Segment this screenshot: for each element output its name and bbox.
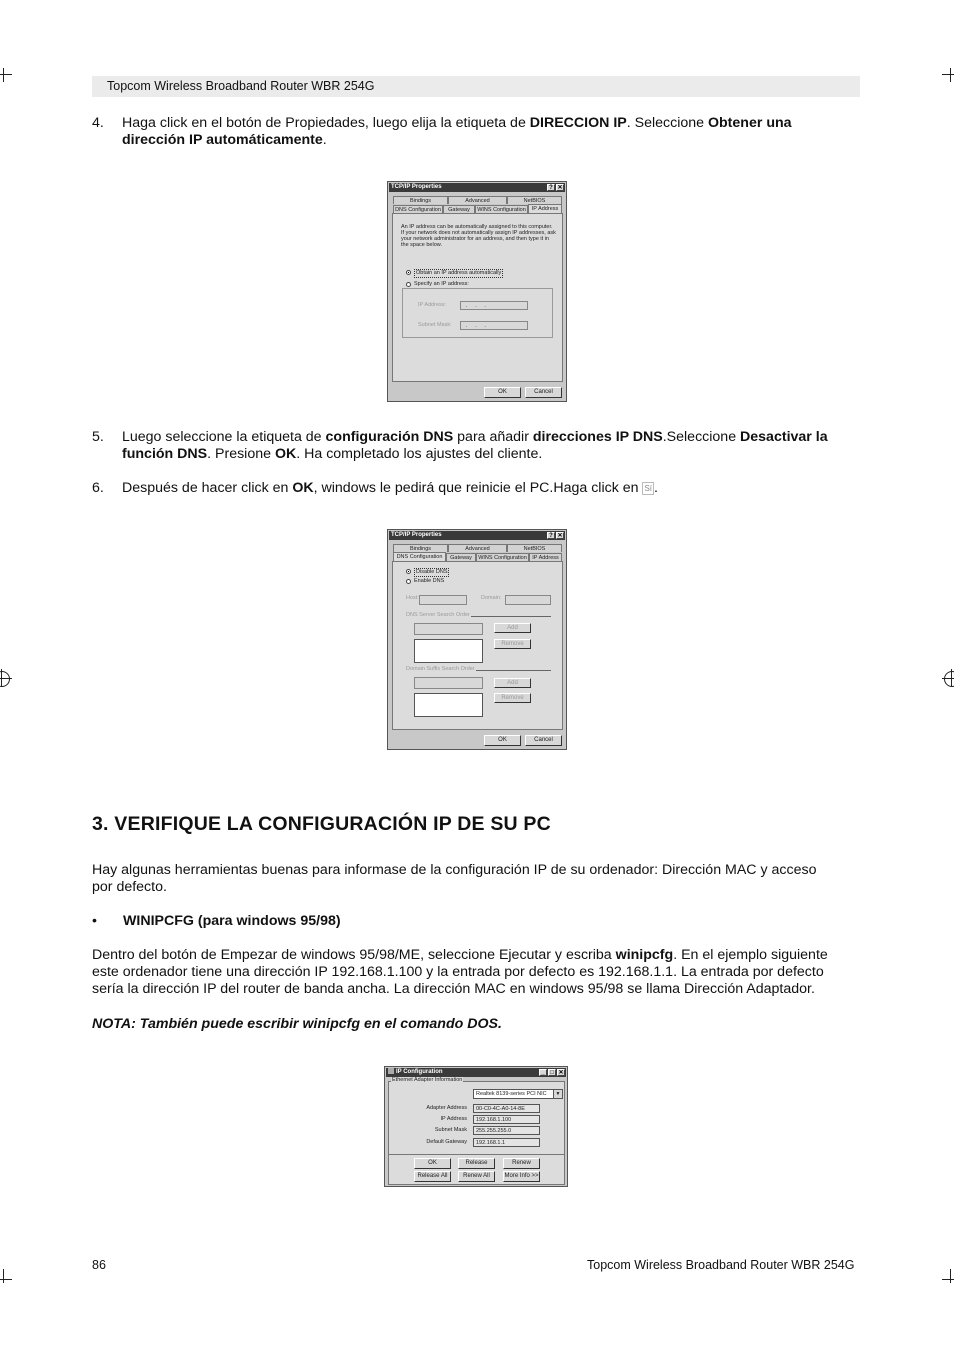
domain-label: Domain: <box>481 595 502 601</box>
add-domain-button[interactable]: Add <box>494 678 531 688</box>
step-text: . Seleccione <box>626 115 708 131</box>
step-text: Después de hacer click en <box>122 480 293 496</box>
domain-suffix-field[interactable] <box>414 677 483 689</box>
step-text: . <box>654 480 658 496</box>
tab-ip-address[interactable]: IP Address <box>529 553 562 561</box>
adapter-address-label: Adapter Address <box>426 1105 467 1111</box>
host-label: Host: <box>406 595 419 601</box>
header-title: Topcom Wireless Broadband Router WBR 254G <box>107 79 375 93</box>
radio-disable-label: Disable DNS <box>416 569 448 575</box>
tab-wins-configuration[interactable]: WINS Configuration <box>476 553 529 561</box>
tab-bindings[interactable]: Bindings <box>393 544 448 552</box>
step-text: . Ha completado los ajustes del cliente. <box>296 446 543 462</box>
add-dns-button[interactable]: Add <box>494 623 531 633</box>
ip-address-value: 192.168.1.100 <box>473 1115 540 1124</box>
ok-button[interactable]: OK <box>484 387 521 398</box>
radio-specify-ip[interactable] <box>406 282 411 287</box>
app-icon <box>388 1068 394 1074</box>
tab-netbios[interactable]: NetBIOS <box>507 196 562 204</box>
radio-obtain-label: Obtain an IP address automatically <box>416 270 502 276</box>
release-all-button[interactable]: Release All <box>414 1171 451 1182</box>
step-text: Luego seleccione la etiqueta de <box>122 429 326 445</box>
adapter-select[interactable] <box>473 1089 563 1099</box>
intro-line: por defecto. <box>92 879 167 895</box>
tab-netbios[interactable]: NetBIOS <box>507 544 562 552</box>
close-button[interactable]: ✕ <box>557 533 563 539</box>
remove-domain-button[interactable]: Remove <box>494 693 531 703</box>
radio-disable-dns[interactable] <box>406 569 411 574</box>
more-info-button[interactable]: More Info >> <box>503 1171 540 1182</box>
step-bold: función DNS <box>122 446 208 462</box>
specify-group <box>402 288 553 338</box>
subnet-mask-field[interactable]: . . . <box>460 321 528 330</box>
ip-configuration-dialog <box>384 1066 568 1187</box>
step-text: para añadir <box>453 429 533 445</box>
description-line: If your network does not automatically assign IP addresses, ask <box>401 230 556 236</box>
chevron-down-icon[interactable]: ▼ <box>553 1090 562 1098</box>
adapter-address-value: 00-C0-4C-A0-14-8E <box>473 1104 540 1113</box>
help-button[interactable]: ? <box>547 184 555 191</box>
renew-button[interactable]: Renew <box>503 1158 540 1169</box>
default-gateway-value: 192.168.1.1 <box>473 1138 540 1147</box>
dns-server-field[interactable] <box>414 623 483 635</box>
step-text: . <box>322 132 327 148</box>
note-text: NOTA: También puede escribir winipcfg en el comando DOS. <box>92 1016 502 1032</box>
intro-line: Hay algunas herramientas buenas para informase de la configuración IP de su ordenador: Dirección MAC y acceso <box>92 862 817 878</box>
description-line: An IP address can be automatically assigned to this computer. <box>401 224 553 230</box>
dialog-titlebar <box>386 1068 566 1077</box>
close-button[interactable]: ✕ <box>557 185 563 191</box>
body-text: sería la dirección IP del router de banda ancha. La dirección MAC en windows 95/98 se llama Dirección Adaptador. <box>92 981 815 997</box>
body-bold: winipcfg <box>615 947 674 963</box>
description-line: your network administrator for an address, and then type it in <box>401 236 549 242</box>
domain-order-title: Domain Suffix Search Order <box>406 666 475 672</box>
tab-dns-configuration[interactable]: DNS Configuration <box>393 205 443 213</box>
maximize-button[interactable]: □ <box>548 1069 556 1076</box>
dialog-titlebar <box>389 183 565 192</box>
ok-button[interactable]: OK <box>484 735 521 746</box>
dns-server-list[interactable] <box>414 639 483 663</box>
step-text: .Seleccione <box>662 429 741 445</box>
cancel-button[interactable]: Cancel <box>525 387 562 398</box>
radio-obtain-automatically[interactable] <box>406 270 411 275</box>
body-text: Dentro del botón de Empezar de windows 95/98/ME, seleccione Ejecutar y escriba <box>92 947 616 963</box>
step-bold: DIRECCION IP <box>529 115 627 131</box>
subnet-mask-label: Subnet Mask <box>434 1127 467 1133</box>
ok-button[interactable]: OK <box>414 1158 451 1169</box>
default-gateway-label: Default Gateway <box>426 1139 467 1145</box>
subnet-mask-value: 255.255.255.0 <box>473 1126 540 1135</box>
radio-enable-label: Enable DNS <box>414 578 445 584</box>
tcpip-dialog-dns <box>387 529 567 750</box>
tab-panel <box>392 213 563 382</box>
step-number: 6. <box>92 480 104 496</box>
tab-bindings[interactable]: Bindings <box>393 196 448 204</box>
step-bold: OK <box>274 446 297 462</box>
ip-address-label: IP Address <box>440 1116 467 1122</box>
host-field[interactable] <box>419 595 467 605</box>
minimize-button[interactable]: _ <box>539 1069 547 1076</box>
ip-address-field[interactable]: . . . <box>460 301 528 310</box>
step-text: . Presione <box>207 446 275 462</box>
step-number: 4. <box>92 115 104 131</box>
description-line: the space below. <box>401 242 442 248</box>
bullet-text: WINIPCFG (para windows 95/98) <box>123 913 341 929</box>
adapter-group-title: Ethernet Adapter Information <box>392 1077 463 1083</box>
step-bold: configuración DNS <box>325 429 454 445</box>
dialog-title: TCP/IP Properties <box>391 532 442 538</box>
page-header <box>92 76 860 97</box>
domain-suffix-list[interactable] <box>414 693 483 717</box>
step-bold: Desactivar la <box>740 429 828 445</box>
tcpip-dialog-ip-address <box>387 181 567 402</box>
footer-product: Topcom Wireless Broadband Router WBR 254G <box>587 1258 855 1272</box>
section-heading: 3. VERIFIQUE LA CONFIGURACIÓN IP DE SU PC <box>92 813 551 835</box>
dialog-titlebar <box>389 531 565 540</box>
step-number: 5. <box>92 429 104 445</box>
domain-field[interactable] <box>505 595 551 605</box>
si-button-icon: Sí <box>644 484 653 493</box>
page-number: 86 <box>92 1258 106 1272</box>
tab-gateway[interactable]: Gateway <box>446 553 476 561</box>
tab-ip-address[interactable]: IP Address <box>528 204 562 213</box>
radio-enable-dns[interactable] <box>406 579 411 584</box>
tab-advanced[interactable]: Advanced <box>448 196 507 204</box>
dns-order-title: DNS Server Search Order <box>406 612 470 618</box>
subnet-mask-label: Subnet Mask: <box>418 322 452 328</box>
step-text: , windows le pedirá que reinicie el PC.Haga click en <box>313 480 643 496</box>
tab-dns-configuration[interactable]: DNS Configuration <box>393 552 446 561</box>
step-bold: OK <box>292 480 314 496</box>
body-text: . En el ejemplo siguiente <box>673 947 828 963</box>
renew-all-button[interactable]: Renew All <box>458 1171 495 1182</box>
bullet-mark: • <box>92 913 97 929</box>
ip-address-label: IP Address: <box>418 302 447 308</box>
adapter-select-value: Realtek 8139-series PCI NIC <box>476 1091 547 1097</box>
radio-specify-label: Specify an IP address: <box>414 281 469 287</box>
section-body <box>92 947 872 998</box>
tab-wins-configuration[interactable]: WINS Configuration <box>475 205 528 213</box>
note <box>92 1016 872 1033</box>
tab-advanced[interactable]: Advanced <box>448 544 507 552</box>
section-intro <box>92 862 872 896</box>
dialog-title: TCP/IP Properties <box>391 184 442 190</box>
tab-gateway[interactable]: Gateway <box>443 205 475 213</box>
remove-dns-button[interactable]: Remove <box>494 639 531 649</box>
body-text: este ordenador tiene una dirección IP 192.168.1.100 y la entrada por defecto es 192.168.1.1. La entrada por defecto <box>92 964 824 980</box>
step-text: Haga click en el botón de Propiedades, luego elija la etiqueta de <box>122 115 530 131</box>
step-bold: Obtener una <box>707 115 792 131</box>
dialog-title: IP Configuration <box>396 1069 443 1075</box>
step-bold: dirección IP automáticamente <box>122 132 323 148</box>
close-button[interactable]: ✕ <box>558 1070 564 1076</box>
cancel-button[interactable]: Cancel <box>525 735 562 746</box>
release-button[interactable]: Release <box>458 1158 495 1169</box>
help-button[interactable]: ? <box>547 532 555 539</box>
tab-panel <box>392 561 563 730</box>
step-bold: direcciones IP DNS <box>532 429 663 445</box>
